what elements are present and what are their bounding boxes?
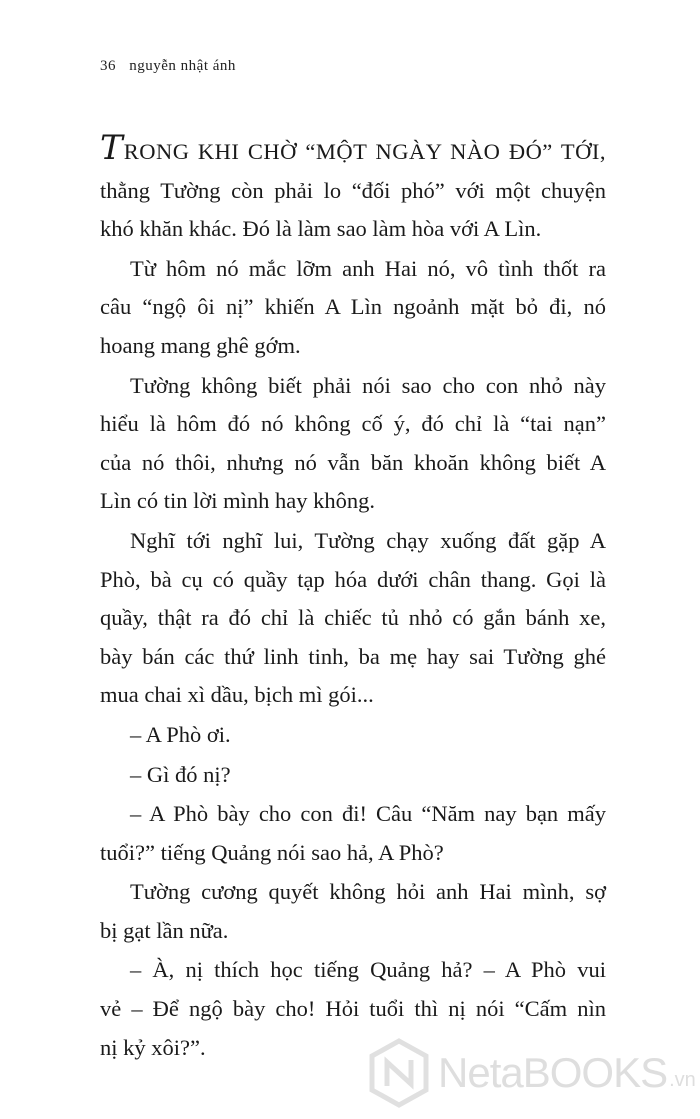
text-line: mua chai xì dầu, bịch mì gói...	[100, 682, 374, 708]
first-line-caps: RONG KHI CHỜ “MỘT NGÀY NÀO ĐÓ” TỚI,	[123, 139, 606, 164]
text-line: câu “ngộ ôi nị” khiến A Lìn ngoảnh mặt bỏ đi, nó	[100, 294, 606, 320]
text-line: quầy, thật ra đó chỉ là chiếc tủ nhỏ có gắn bánh xe,	[100, 605, 606, 631]
watermark-tld: .vn	[669, 1068, 696, 1091]
text-line: – À, nị thích học tiếng Quảng hả? – A Phò vui	[130, 957, 606, 983]
text-line: – A Phò ơi.	[130, 721, 231, 747]
text-line: tuổi?” tiếng Quảng nói sao hả, A Phò?	[100, 839, 444, 865]
text-line: bày bán các thứ linh tinh, ba mẹ hay sai Tường ghé	[100, 643, 606, 669]
paragraph	[100, 873, 606, 950]
text-line: bị gạt lần nữa.	[100, 917, 229, 943]
text-line: thằng Tường còn phải lo “đối phó” với một chuyện	[100, 177, 606, 203]
paragraph	[100, 756, 606, 795]
paragraph	[100, 250, 606, 366]
paragraph	[100, 716, 606, 755]
paragraph	[100, 795, 606, 872]
watermark	[368, 1038, 696, 1108]
text-line: Từ hôm nó mắc lỡm anh Hai nó, vô tình thốt ra	[130, 255, 606, 281]
text-line: Tường không biết phải nói sao cho con nhỏ này	[130, 372, 606, 398]
text-line: – A Phò bày cho con đi! Câu “Năm nay bạn mấy	[130, 801, 606, 827]
hexagon-n-logo-icon	[368, 1038, 430, 1108]
paragraph	[100, 367, 606, 521]
text-line: Lìn có tin lời mình hay không.	[100, 488, 375, 514]
text-line: Nghĩ tới nghĩ lui, Tường chạy xuống đất gặp A	[130, 527, 606, 553]
text-line: khó khăn khác. Đó là làm sao làm hòa với A Lìn.	[100, 216, 542, 242]
first-line	[100, 128, 606, 172]
paragraph	[100, 522, 606, 715]
text-line: hoang mang ghê gớm.	[100, 332, 301, 358]
watermark-brand: NetaBOOKS	[438, 1049, 668, 1096]
text-line: hiểu là hôm đó nó không cố ý, đó chỉ là “tai nạn”	[100, 411, 606, 437]
paragraph	[100, 172, 606, 249]
text-line: vẻ – Để ngộ bày cho! Hỏi tuổi thì nị nói “Cấm nìn	[100, 996, 606, 1022]
text-line: Phò, bà cụ có quầy tạp hóa dưới chân thang. Gọi là	[100, 566, 606, 592]
chapter-text	[100, 128, 606, 1068]
text-line: – Gì đó nị?	[130, 761, 231, 787]
text-line: của nó thôi, nhưng nó vẫn băn khoăn không biết A	[100, 449, 606, 475]
text-line: nị kỷ xôi?”.	[100, 1034, 206, 1060]
author-name: nguyễn nhật ánh	[129, 58, 236, 74]
page-number: 36	[100, 58, 116, 74]
running-header	[100, 58, 236, 75]
text-line: Tường cương quyết không hỏi anh Hai mình, sợ	[130, 879, 606, 905]
drop-cap: T	[100, 128, 123, 168]
